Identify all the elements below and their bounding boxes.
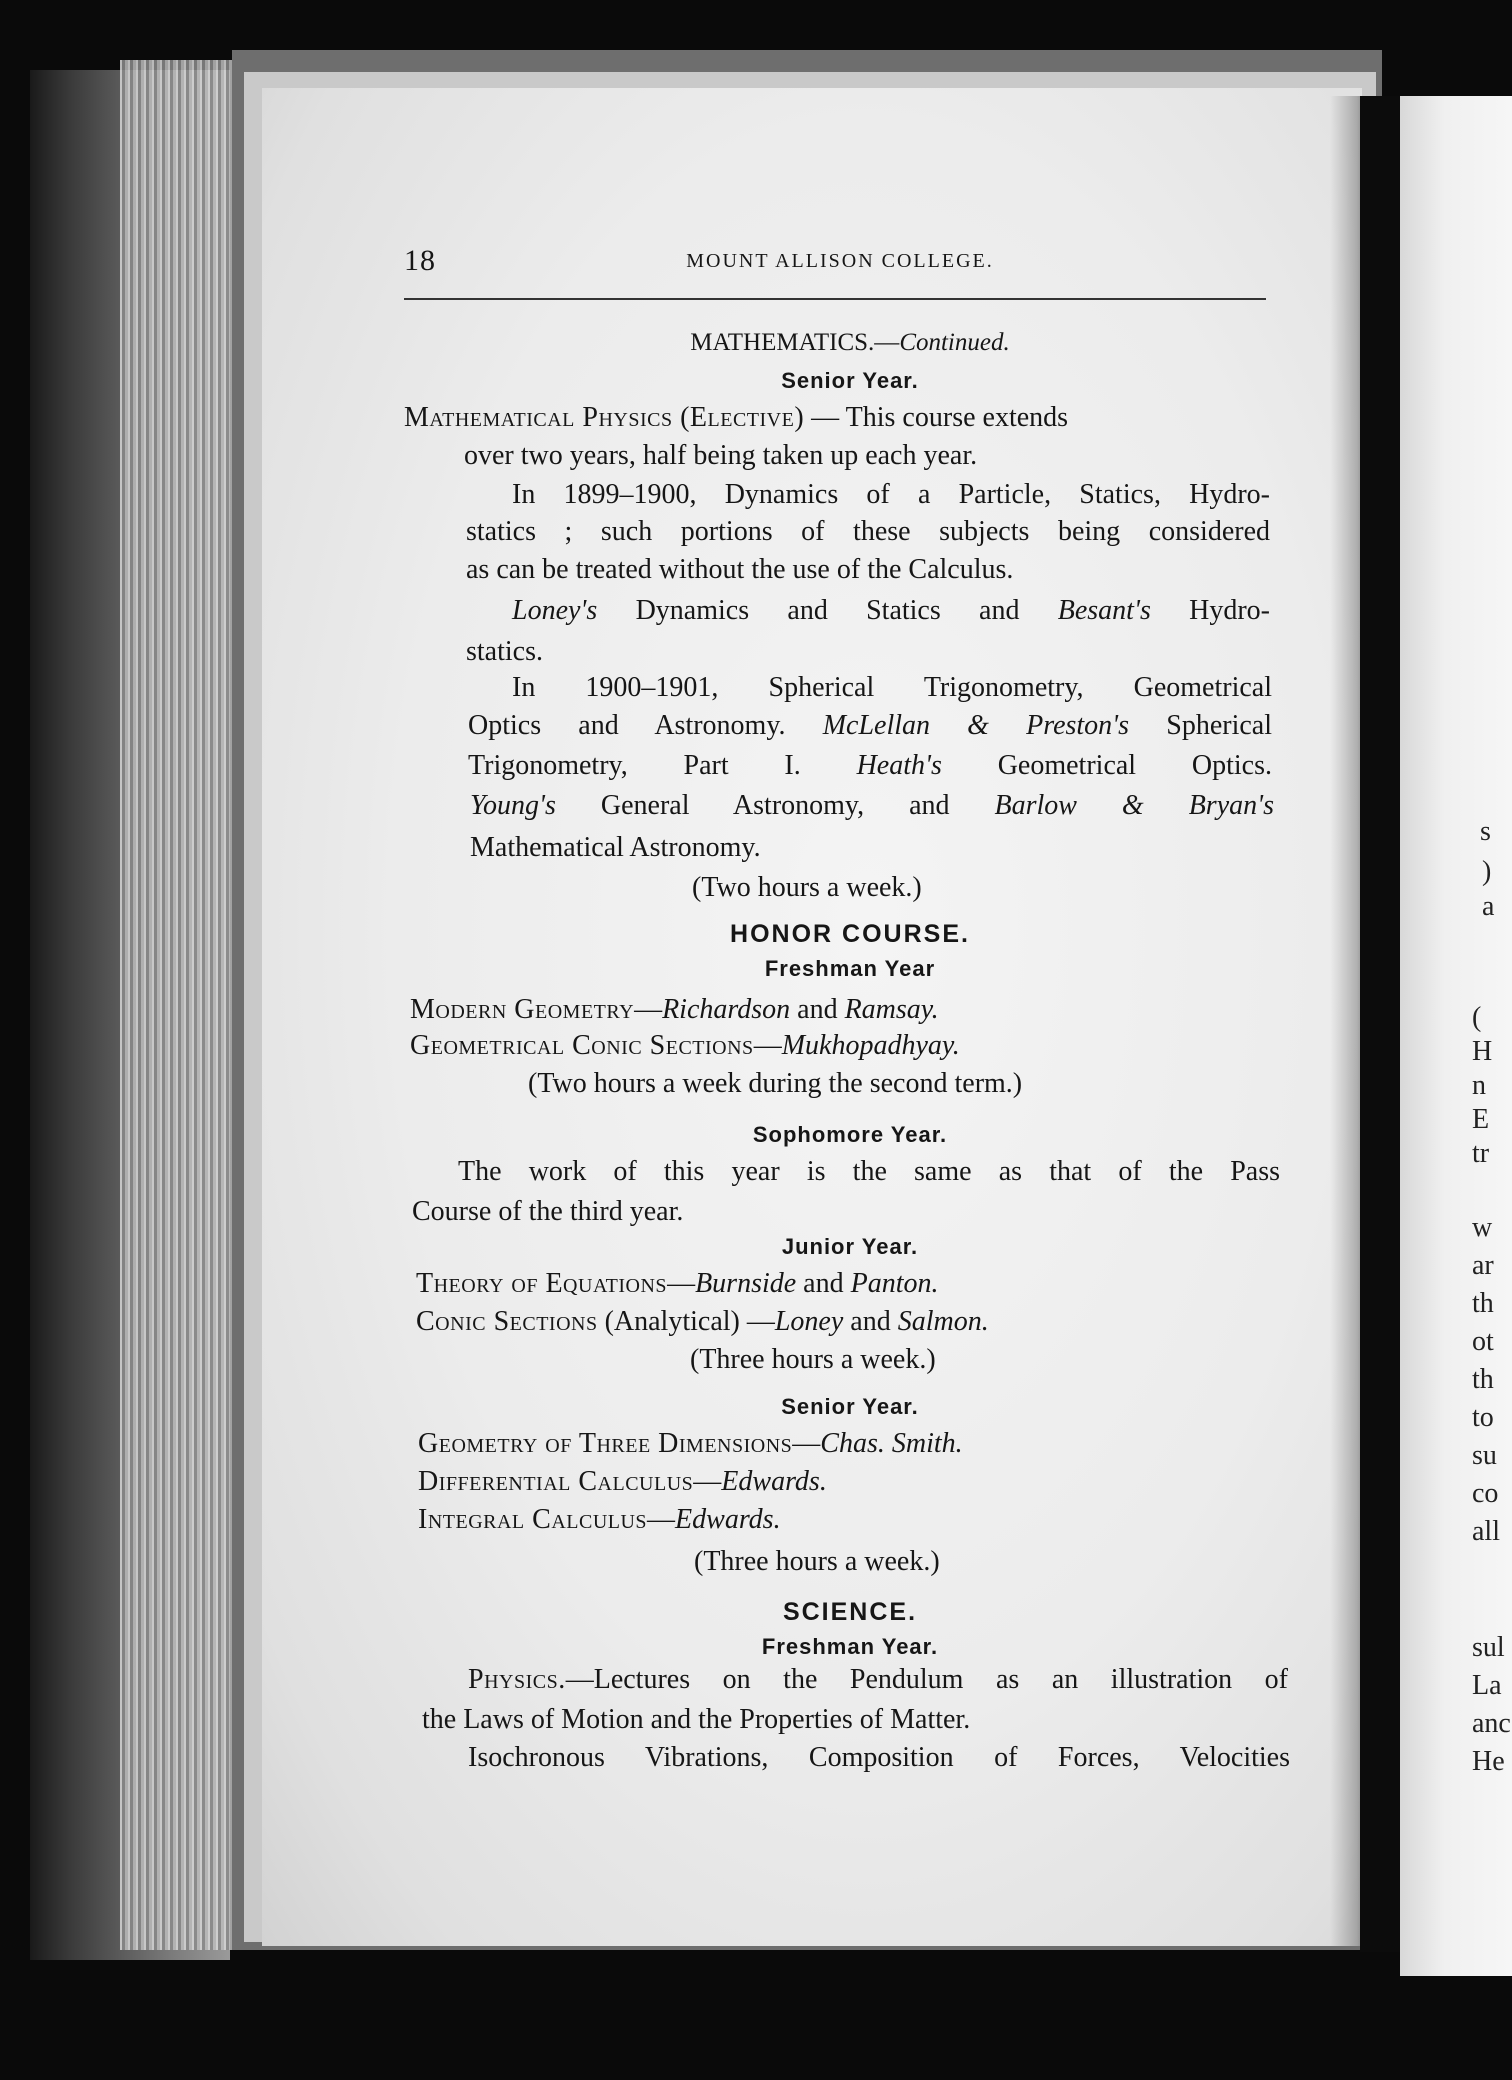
author-name: Heath's (856, 750, 942, 781)
author-name: Ramsay. (844, 994, 939, 1025)
text-fragment: Spherical (1129, 710, 1272, 741)
senior-year-heading: Senior Year. (781, 1394, 919, 1419)
text-fragment: Optics and Astronomy. (468, 710, 823, 741)
author-name: Young's (470, 790, 556, 821)
course-name: Geometry of Three Dimensions (418, 1428, 793, 1459)
facing-page-fragment: s (1480, 816, 1491, 847)
header-rule (404, 298, 1266, 300)
course-name: Physics. (468, 1664, 566, 1695)
senior-year-heading: Senior Year. (781, 368, 919, 393)
facing-page-fragment: anc (1472, 1708, 1511, 1739)
author-name: Loney (774, 1306, 844, 1337)
paragraph-line (468, 752, 1272, 780)
book-page-edge-lines (120, 60, 250, 1950)
text-fragment: Geometrical Optics. (941, 750, 1272, 781)
text-fragment: —Lectures on the Pendulum as an illustration of (565, 1664, 1288, 1695)
paragraph-line: Course of the third year. (412, 1196, 684, 1227)
paragraph-line: over two years, half being taken up each year. (464, 440, 978, 471)
hours-note: (Two hours a week during the second term.) (528, 1068, 1023, 1099)
course-line (418, 1506, 781, 1534)
course-line (416, 1308, 989, 1336)
sophomore-year-heading: Sophomore Year. (752, 1122, 948, 1147)
page-number: 18 (404, 244, 436, 277)
course-line (418, 1468, 827, 1496)
running-head: MOUNT ALLISON COLLEGE. (686, 250, 994, 272)
facing-page-fragment: su (1472, 1440, 1497, 1471)
paragraph-line: The work of this year is the same as that of the Pass (458, 1156, 1280, 1187)
science-title: SCIENCE. (782, 1598, 918, 1626)
facing-page-fragment: ( (1472, 1002, 1482, 1033)
author-name: McLellan & Preston's (822, 710, 1130, 741)
paragraph-line: as can be treated without the use of the Calculus. (466, 554, 1014, 585)
course-name: Mathematical Physics (Elective) (404, 402, 805, 433)
paragraph-line: Isochronous Vibrations, Composition of Forces, Velocities (468, 1742, 1290, 1773)
facing-page-fragment: th (1472, 1288, 1494, 1319)
facing-page-fragment: He (1472, 1746, 1505, 1777)
dash: — (693, 1466, 722, 1497)
course-name: Conic Sections (416, 1306, 598, 1337)
dash: — (804, 402, 846, 433)
section-title-continued: Continued. (899, 329, 1010, 356)
paragraph-line: Mathematical Astronomy. (470, 832, 761, 863)
facing-page-fragment: ot (1472, 1326, 1494, 1357)
author-name: Mukhopadhyay. (781, 1030, 960, 1061)
dash: — (634, 994, 663, 1025)
course-name: Geometrical Conic Sections (410, 1030, 754, 1061)
facing-page-fragment: ) (1482, 856, 1492, 887)
paragraph-line (468, 1666, 1288, 1694)
junior-year-heading: Junior Year. (781, 1234, 919, 1259)
text-fragment: and (796, 1268, 851, 1299)
facing-page-fragment: all (1472, 1516, 1500, 1547)
text-fragment: General Astronomy, and (555, 790, 995, 821)
author-name: Panton. (850, 1268, 939, 1299)
paragraph-line: the Laws of Motion and the Properties of Matter. (422, 1704, 971, 1735)
paragraph-line: In 1900–1901, Spherical Trigonometry, Geometrical (512, 672, 1272, 703)
course-line (416, 1270, 939, 1298)
author-name: Besant's (1057, 595, 1151, 626)
course-name: Modern Geometry (410, 994, 635, 1025)
paragraph-line (512, 597, 1270, 625)
text-fragment: Dynamics and Statics and (597, 595, 1058, 626)
text-fragment: and (790, 994, 845, 1025)
author-name: Chas. Smith. (820, 1428, 963, 1459)
paragraph-line (470, 792, 1274, 820)
facing-page-fragment: E (1472, 1104, 1490, 1135)
author-name: Burnside (695, 1268, 797, 1299)
hours-note: (Two hours a week.) (692, 872, 922, 903)
course-line (410, 996, 939, 1024)
hours-note: (Three hours a week.) (694, 1546, 940, 1577)
facing-page-fragment: tr (1472, 1138, 1490, 1169)
facing-page-fragment: co (1472, 1478, 1499, 1509)
dash: — (792, 1428, 821, 1459)
author-name: Edwards. (721, 1466, 827, 1497)
section-title (400, 330, 1300, 355)
mathematical-physics-line-1 (404, 404, 1270, 432)
author-name: Salmon. (897, 1306, 989, 1337)
author-name: Edwards. (675, 1504, 781, 1535)
author-name: Loney's (512, 595, 598, 626)
section-title-main: MATHEMATICS.— (690, 329, 900, 356)
course-line (410, 1032, 960, 1060)
dash: — (667, 1268, 696, 1299)
paragraph-line: In 1899–1900, Dynamics of a Particle, Statics, Hydro- (512, 479, 1270, 510)
text-fragment: This course extends (845, 402, 1069, 433)
course-name: Differential Calculus (418, 1466, 694, 1497)
course-line (418, 1430, 963, 1458)
science-freshman-heading: Freshman Year. (761, 1634, 939, 1659)
facing-page-fragment: a (1482, 891, 1495, 922)
facing-page-fragment: n (1472, 1070, 1486, 1101)
facing-page-fragment: ar (1472, 1250, 1494, 1281)
facing-page-fragment: sul (1472, 1632, 1505, 1663)
author-name: Barlow & Bryan's (994, 790, 1275, 821)
freshman-year-heading: Freshman Year (764, 956, 936, 981)
hours-note: (Three hours a week.) (690, 1344, 936, 1375)
dash: — (647, 1504, 676, 1535)
paragraph-line: statics. (466, 636, 543, 667)
paragraph-line (468, 712, 1272, 740)
facing-page-fragment: La (1472, 1670, 1502, 1701)
text-fragment: Trigonometry, Part I. (468, 750, 857, 781)
facing-page-fragment: H (1472, 1036, 1493, 1067)
course-name: Theory of Equations (416, 1268, 668, 1299)
book-gutter (1360, 96, 1400, 1952)
text-fragment: (Analytical) — (597, 1306, 775, 1337)
text-fragment: Hydro- (1150, 595, 1270, 626)
facing-page-fragment: to (1472, 1402, 1494, 1433)
dash: — (753, 1030, 782, 1061)
facing-page-fragment: th (1472, 1364, 1494, 1395)
honor-course-title: HONOR COURSE. (730, 920, 970, 948)
facing-page-fragment: w (1472, 1212, 1493, 1243)
author-name: Richardson (662, 994, 791, 1025)
text-fragment: and (843, 1306, 898, 1337)
paragraph-line: statics ; such portions of these subjects being considered (466, 516, 1270, 547)
facing-page (1400, 96, 1512, 1976)
course-name: Integral Calculus (418, 1504, 648, 1535)
